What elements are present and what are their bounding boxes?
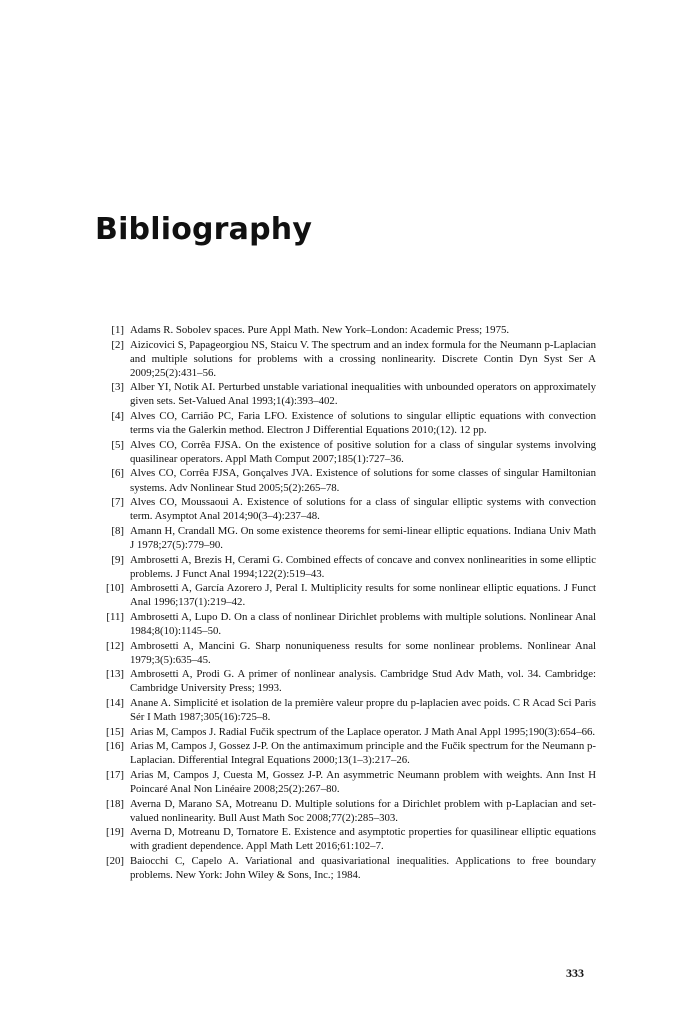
reference-text: Adams R. Sobolev spaces. Pure Appl Math. New York–London: Academic Press; 1975. xyxy=(130,324,510,336)
reference-number: [13] xyxy=(106,668,124,681)
reference-text: Anane A. Simplicité et isolation de la première valeur propre du p-laplacien avec poids. C R Acad Sci Paris Sér I Math 1987;305(16):725–8. xyxy=(130,696,596,724)
reference-item xyxy=(96,667,596,695)
reference-text: Arias M, Campos J. Radial Fučik spectrum of the Laplace operator. J Math Anal Appl 1995;190(3):654–66. xyxy=(130,725,596,738)
reference-number: [6] xyxy=(111,467,124,480)
reference-item xyxy=(96,797,596,825)
reference-number: [12] xyxy=(106,639,124,652)
page-title: Bibliography xyxy=(95,212,313,248)
reference-item xyxy=(96,854,596,882)
reference-text: Ambrosetti A, Prodi G. A primer of nonlinear analysis. Cambridge Stud Adv Math, vol. 34. Cambridge: Cambridge University Press; 1993. xyxy=(130,668,596,695)
reference-text: Baiocchi C, Capelo A. Variational and quasivariational inequalities. Applications to free boundary problems. New York: John Wiley & Sons, Inc.; 1984. xyxy=(130,854,596,882)
reference-number: [9] xyxy=(111,553,124,566)
reference-number: [7] xyxy=(111,496,124,509)
reference-text: Ambrosetti A, Lupo D. On a class of nonlinear Dirichlet problems with multiple solutions. Nonlinear Anal 1984;8(10):1145–50. xyxy=(130,610,596,637)
reference-item xyxy=(96,581,596,609)
reference-number: [4] xyxy=(111,410,124,423)
reference-item xyxy=(96,338,596,380)
reference-number: [5] xyxy=(111,438,124,451)
reference-item xyxy=(96,739,596,767)
reference-list xyxy=(96,323,596,883)
reference-item xyxy=(96,438,596,466)
reference-number: [15] xyxy=(106,725,124,738)
reference-text: Alves CO, Moussaoui A. Existence of solutions for a class of singular elliptic systems with convection term. Asymptot Anal 2014;90(3–4):237–48. xyxy=(130,496,596,523)
reference-item xyxy=(96,409,596,437)
reference-item xyxy=(96,639,596,667)
reference-item xyxy=(96,610,596,638)
reference-text: Alves CO, Carrião PC, Faria LFO. Existence of solutions to singular elliptic equations with convection terms via the Galerkin method. Electron J Differential Equations 2010;(12). 12 pp. xyxy=(130,410,596,437)
reference-text: Ambrosetti A, García Azorero J, Peral I. Multiplicity results for some nonlinear elliptic equations. J Funct Anal 1996;137(1):219–42. xyxy=(130,582,596,609)
reference-text: Arias M, Campos J, Cuesta M, Gossez J-P. An asymmetric Neumann problem with weights. Ann Inst H Poincaré Anal Non Linéaire 2008;25(2):267–80. xyxy=(130,768,596,795)
reference-number: [18] xyxy=(106,797,124,810)
reference-text: Alves CO, Corrêa FJSA, Gonçalves JVA. Existence of solutions for some classes of singular Hamiltonian systems. Adv Nonlinear Stud 2005;5(2):265–78. xyxy=(130,467,596,494)
reference-number: [11] xyxy=(106,610,124,623)
reference-text: Amann H, Crandall MG. On some existence theorems for semi-linear elliptic equations. Indiana Univ Math J 1978;27(5):779–90. xyxy=(130,524,596,551)
reference-item xyxy=(96,466,596,494)
reference-text: Arias M, Campos J, Gossez J-P. On the antimaximum principle and the Fučik spectrum for the Neumann p-Laplacian. Differential Integral Equations 2000;13(1–3):217–26. xyxy=(130,740,596,767)
reference-item xyxy=(96,768,596,796)
reference-item xyxy=(96,380,596,408)
reference-text: Ambrosetti A, Brezis H, Cerami G. Combined effects of concave and convex nonlinearities in some elliptic problems. J Funct Anal 1994;122(2):519–43. xyxy=(130,553,596,580)
reference-item xyxy=(96,825,596,853)
reference-item xyxy=(96,696,596,724)
reference-text: Ambrosetti A, Mancini G. Sharp nonuniqueness results for some nonlinear problems. Nonlinear Anal 1979;3(5):635–45. xyxy=(130,639,596,666)
reference-number: [10] xyxy=(106,582,124,595)
reference-number: [3] xyxy=(111,381,124,394)
reference-number: [14] xyxy=(106,696,124,709)
reference-item xyxy=(96,495,596,523)
reference-number: [16] xyxy=(106,740,124,753)
reference-item xyxy=(96,725,596,739)
page-number: 333 xyxy=(566,966,584,980)
reference-number: [17] xyxy=(106,768,124,781)
reference-number: [20] xyxy=(106,854,124,867)
reference-number: [2] xyxy=(111,338,124,351)
reference-text: Alber YI, Notik AI. Perturbed unstable variational inequalities with unbounded operators on approximately given sets. Set-Valued Anal 1993;1(4):393–402. xyxy=(130,381,596,408)
reference-number: [8] xyxy=(111,524,124,537)
reference-text: Aizicovici S, Papageorgiou NS, Staicu V. The spectrum and an index formula for the Neumann p-Laplacian and multiple solutions for problems with a crossing nonlinearity. Discrete Contin Dyn Syst Ser A 2009;25(2):431–56. xyxy=(130,338,596,379)
reference-item xyxy=(96,524,596,552)
reference-text: Alves CO, Corrêa FJSA. On the existence of positive solution for a class of singular systems involving quasilinear operators. Appl Math Comput 2007;185(1):727–36. xyxy=(130,438,596,465)
reference-text: Averna D, Marano SA, Motreanu D. Multiple solutions for a Dirichlet problem with p-Laplacian and set-valued nonlinearity. Bull Aust Math Soc 2008;77(2):285–303. xyxy=(130,797,596,824)
reference-number: [1] xyxy=(111,324,124,336)
reference-text: Averna D, Motreanu D, Tornatore E. Existence and asymptotic properties for quasilinear elliptic equations with gradient dependence. Appl Math Lett 2016;61:102–7. xyxy=(130,826,596,853)
reference-item xyxy=(96,553,596,581)
reference-item xyxy=(96,323,596,337)
reference-number: [19] xyxy=(106,826,124,839)
